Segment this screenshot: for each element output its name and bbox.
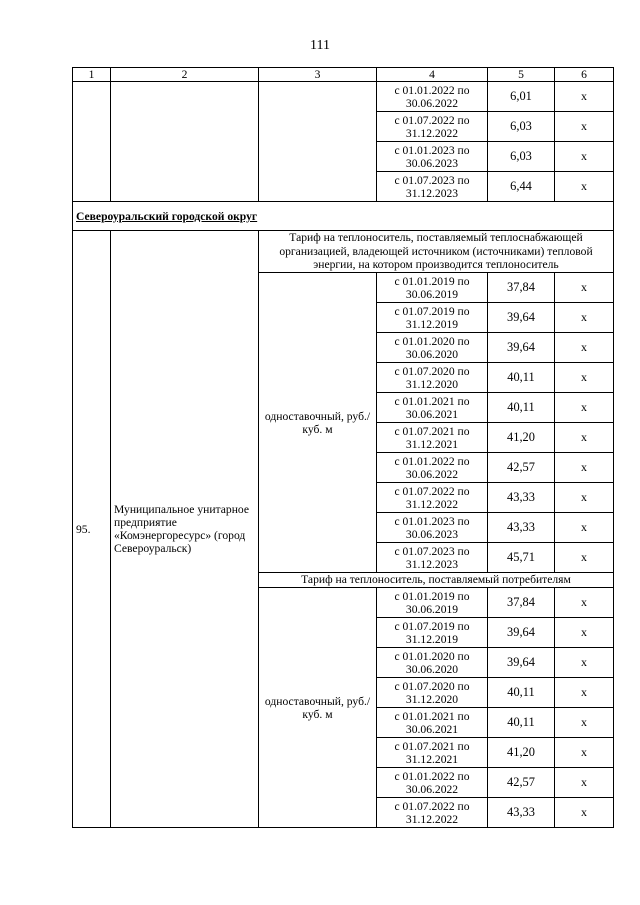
col6-value: х	[555, 112, 614, 142]
period-cell: с 01.07.2019 по 31.12.2019	[377, 303, 488, 333]
tariff-value: 43,33	[488, 483, 555, 513]
period-cell: с 01.01.2023 по 30.06.2023	[377, 513, 488, 543]
col6-value: х	[555, 513, 614, 543]
period-cell: с 01.07.2021 по 31.12.2021	[377, 423, 488, 453]
tariff-value: 37,84	[488, 588, 555, 618]
col6-value: х	[555, 678, 614, 708]
period-cell: с 01.01.2020 по 30.06.2020	[377, 333, 488, 363]
page-number: 111	[310, 38, 330, 53]
tariff-value: 40,11	[488, 393, 555, 423]
column-number: 2	[111, 68, 259, 82]
col6-value: х	[555, 543, 614, 573]
period-cell: с 01.07.2020 по 31.12.2020	[377, 363, 488, 393]
tariff-value: 6,03	[488, 142, 555, 172]
col6-value: х	[555, 768, 614, 798]
col6-value: х	[555, 648, 614, 678]
period-cell: с 01.07.2020 по 31.12.2020	[377, 678, 488, 708]
column-number: 3	[259, 68, 377, 82]
tariff-value: 39,64	[488, 618, 555, 648]
col6-value: х	[555, 363, 614, 393]
tariff-value: 40,11	[488, 678, 555, 708]
period-cell: с 01.01.2022 по 30.06.2022	[377, 453, 488, 483]
period-cell: с 01.07.2021 по 31.12.2021	[377, 738, 488, 768]
tariff-value: 39,64	[488, 303, 555, 333]
column-number: 5	[488, 68, 555, 82]
entry-number: 95.	[73, 231, 111, 828]
tariff-value: 42,57	[488, 768, 555, 798]
empty-cell	[259, 82, 377, 202]
period-cell: с 01.07.2022 по 31.12.2022	[377, 112, 488, 142]
period-cell: с 01.01.2019 по 30.06.2019	[377, 273, 488, 303]
column-number-row	[73, 68, 614, 82]
period-cell: с 01.01.2019 по 30.06.2019	[377, 588, 488, 618]
tariff-value: 41,20	[488, 738, 555, 768]
col6-value: х	[555, 333, 614, 363]
tariff-value: 39,64	[488, 333, 555, 363]
column-number: 6	[555, 68, 614, 82]
column-number: 1	[73, 68, 111, 82]
col6-value: х	[555, 303, 614, 333]
empty-cell	[73, 82, 111, 202]
col6-value: х	[555, 82, 614, 112]
col6-value: х	[555, 798, 614, 828]
tariff-value: 6,01	[488, 82, 555, 112]
col6-value: х	[555, 172, 614, 202]
period-cell: с 01.01.2020 по 30.06.2020	[377, 648, 488, 678]
tariff-value: 6,03	[488, 112, 555, 142]
tariff-type: одноставочный, руб./куб. м	[259, 273, 377, 573]
tariff-value: 45,71	[488, 543, 555, 573]
column-number: 4	[377, 68, 488, 82]
tariff-value: 6,44	[488, 172, 555, 202]
col6-value: х	[555, 423, 614, 453]
tariff-group-title: Тариф на теплоноситель, поставляемый теплоснабжающей организацией, владеющей источником (источниками) тепловой энергии, на котором производится теплоноситель	[259, 231, 614, 273]
period-cell: с 01.01.2021 по 30.06.2021	[377, 393, 488, 423]
period-cell: с 01.07.2023 по 31.12.2023	[377, 172, 488, 202]
period-cell: с 01.01.2022 по 30.06.2022	[377, 82, 488, 112]
tariff-group-title-row	[73, 231, 614, 273]
col6-value: х	[555, 393, 614, 423]
tariff-value: 40,11	[488, 363, 555, 393]
col6-value: х	[555, 453, 614, 483]
tariff-type: одноставочный, руб./куб. м	[259, 588, 377, 828]
period-cell: с 01.07.2023 по 31.12.2023	[377, 543, 488, 573]
tariff-value: 42,57	[488, 453, 555, 483]
period-cell: с 01.07.2022 по 31.12.2022	[377, 483, 488, 513]
col6-value: х	[555, 708, 614, 738]
tariff-value: 40,11	[488, 708, 555, 738]
period-cell: с 01.01.2022 по 30.06.2022	[377, 768, 488, 798]
organization-name: Муниципальное унитарное предприятие «Комэнергоресурс» (город Североуральск)	[111, 231, 259, 828]
col6-value: х	[555, 618, 614, 648]
col6-value: х	[555, 142, 614, 172]
tariff-value: 37,84	[488, 273, 555, 303]
period-cell: с 01.01.2023 по 30.06.2023	[377, 142, 488, 172]
period-cell: с 01.01.2021 по 30.06.2021	[377, 708, 488, 738]
col6-value: х	[555, 588, 614, 618]
tariff-table	[72, 67, 614, 828]
table-row	[73, 82, 614, 112]
col6-value: х	[555, 273, 614, 303]
period-cell: с 01.07.2019 по 31.12.2019	[377, 618, 488, 648]
tariff-value: 43,33	[488, 513, 555, 543]
col6-value: х	[555, 483, 614, 513]
region-row	[73, 202, 614, 231]
region-title: Североуральский городской округ	[73, 202, 614, 231]
tariff-value: 41,20	[488, 423, 555, 453]
empty-cell	[111, 82, 259, 202]
tariff-group-title: Тариф на теплоноситель, поставляемый потребителям	[259, 573, 614, 588]
tariff-value: 39,64	[488, 648, 555, 678]
tariff-value: 43,33	[488, 798, 555, 828]
col6-value: х	[555, 738, 614, 768]
period-cell: с 01.07.2022 по 31.12.2022	[377, 798, 488, 828]
